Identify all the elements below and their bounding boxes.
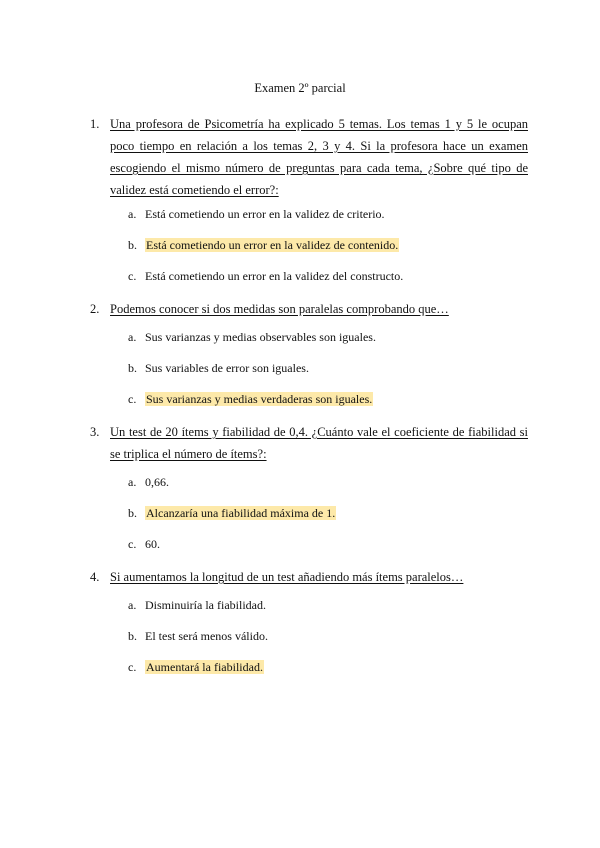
option-letter: c. bbox=[128, 269, 137, 283]
question-number: 1. bbox=[90, 117, 100, 131]
option-text: Está cometiendo un error en la validez de criterio. bbox=[145, 207, 385, 221]
question-text: Podemos conocer si dos medidas son paralelas comprobando que… bbox=[110, 302, 449, 316]
option-2c bbox=[128, 391, 373, 407]
option-text: Sus varianzas y medias observables son iguales. bbox=[145, 330, 376, 344]
question-text: Una profesora de Psicometría ha explicado 5 temas. Los temas 1 y 5 le ocupan poco tiempo en relación a los temas 2, 3 y 4. Si la profesora hace un examen escogiendo el mismo número de preguntas para cada tema, ¿Sobre qué tipo de validez está cometiendo el error?: bbox=[110, 117, 528, 197]
option-3c bbox=[128, 536, 160, 552]
option-text: Sus variables de error son iguales. bbox=[145, 361, 309, 375]
option-text: 60. bbox=[145, 537, 160, 551]
option-text: Disminuiría la fiabilidad. bbox=[145, 598, 266, 612]
option-1c bbox=[128, 268, 403, 284]
option-letter: c. bbox=[128, 660, 137, 674]
option-1b bbox=[128, 237, 399, 253]
option-3b bbox=[128, 505, 336, 521]
option-letter: c. bbox=[128, 392, 137, 406]
question-1 bbox=[90, 113, 528, 201]
question-number: 4. bbox=[90, 570, 100, 584]
option-letter: a. bbox=[128, 330, 137, 344]
question-4 bbox=[90, 566, 528, 588]
option-letter: b. bbox=[128, 506, 137, 520]
question-text: Si aumentamos la longitud de un test añadiendo más ítems paralelos… bbox=[110, 570, 464, 584]
question-2 bbox=[90, 298, 528, 320]
option-text: 0,66. bbox=[145, 475, 169, 489]
question-number: 2. bbox=[90, 302, 100, 316]
option-letter: c. bbox=[128, 537, 137, 551]
option-text: Está cometiendo un error en la validez del constructo. bbox=[145, 269, 404, 283]
question-number: 3. bbox=[90, 425, 100, 439]
option-text: El test será menos válido. bbox=[145, 629, 268, 643]
option-letter: a. bbox=[128, 475, 137, 489]
option-text-highlighted: Está cometiendo un error en la validez de contenido. bbox=[146, 238, 399, 252]
option-text-highlighted: Alcanzaría una fiabilidad máxima de 1. bbox=[146, 506, 336, 520]
option-4c bbox=[128, 659, 264, 675]
option-3a bbox=[128, 474, 169, 490]
option-4a bbox=[128, 597, 266, 613]
question-3 bbox=[90, 421, 528, 465]
option-4b bbox=[128, 628, 268, 644]
question-text: Un test de 20 ítems y fiabilidad de 0,4. ¿Cuánto vale el coeficiente de fiabilidad si se triplica el número de ítems?: bbox=[110, 425, 528, 461]
option-text-highlighted: Sus varianzas y medias verdaderas son iguales. bbox=[146, 392, 373, 406]
option-2a bbox=[128, 329, 376, 345]
option-letter: b. bbox=[128, 629, 137, 643]
option-letter: a. bbox=[128, 207, 137, 221]
option-letter: a. bbox=[128, 598, 137, 612]
option-text-highlighted: Aumentará la fiabilidad. bbox=[146, 660, 263, 674]
option-letter: b. bbox=[128, 361, 137, 375]
page-title: Examen 2º parcial bbox=[254, 81, 346, 95]
option-1a bbox=[128, 206, 385, 222]
option-letter: b. bbox=[128, 238, 137, 252]
option-2b bbox=[128, 360, 309, 376]
